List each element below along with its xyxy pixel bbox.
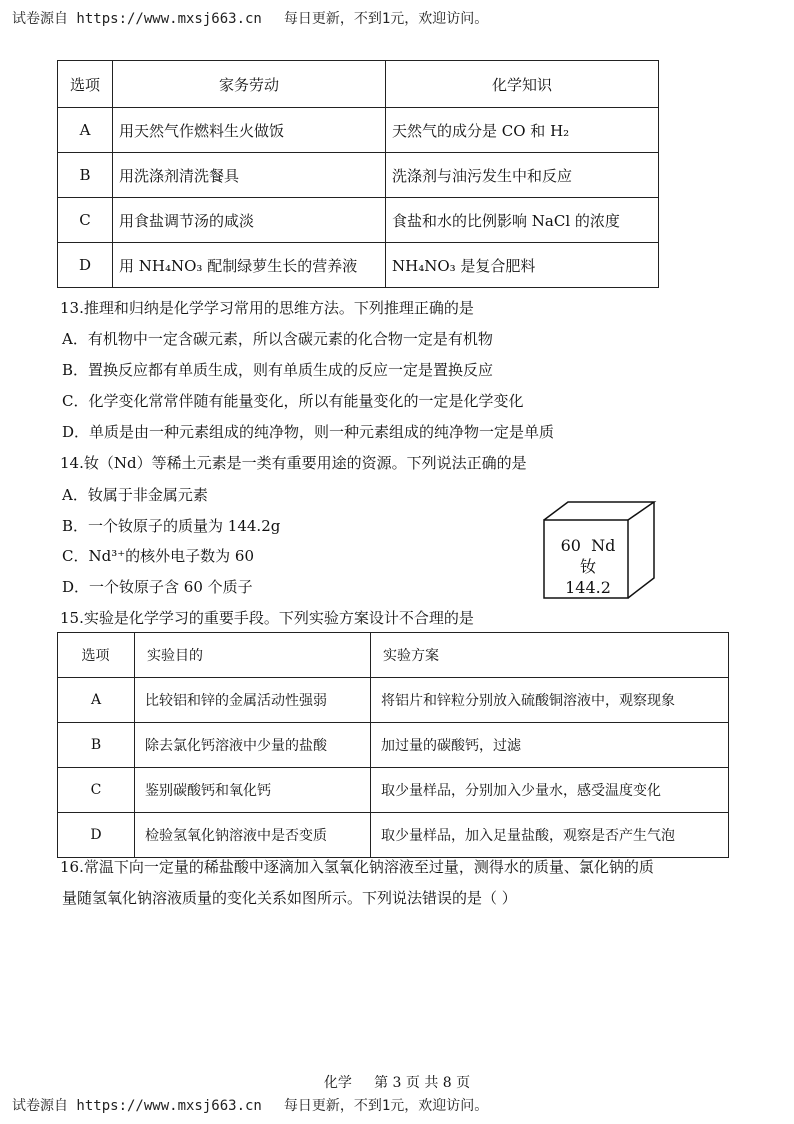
element-atomic-number: 60 [560,536,581,555]
watermark-site: 试卷源自 https://www.mxsj663.cn [12,11,262,27]
watermark-top [12,8,488,28]
table-cell-knowledge: NH₄NO₃ 是复合肥料 [386,243,659,288]
q14-option-b: B．一个钕原子的质量为 144.2g [62,517,281,535]
table-cell-knowledge: 洗涤剂与油污发生中和反应 [386,153,659,198]
q14-option-d: D．一个钕原子含 60 个质子 [62,578,253,596]
table-header-row [58,61,659,108]
q14-stem: 14.钕（Nd）等稀土元素是一类有重要用途的资源。下列说法正确的是 [60,454,527,472]
table-cell-option: A [58,678,135,723]
table-cell-knowledge: 食盐和水的比例影响 NaCl 的浓度 [386,198,659,243]
table-cell-aim: 检验氢氧化钠溶液中是否变质 [135,813,371,858]
table-cell-option: D [58,243,113,288]
table-cell-plan: 取少量样品，加入足量盐酸，观察是否产生气泡 [371,813,729,858]
table-cell-knowledge: 天然气的成分是 CO 和 H₂ [386,108,659,153]
table-experiment-plans [57,632,729,858]
table-cell-option: B [58,153,113,198]
table-cell-work: 用天然气作燃料生火做饭 [113,108,386,153]
table-household-chemistry [57,60,659,288]
footer-subject: 化学 [323,1075,352,1091]
table-header: 实验目的 [135,633,371,678]
q16-stem-line1: 16.常温下向一定量的稀盐酸中逐滴加入氢氧化钠溶液至过量，测得水的质量、氯化钠的质 [60,858,654,876]
element-card [553,535,623,598]
q16-stem-line2: 量随氢氧化钠溶液质量的变化关系如图所示。下列说法错误的是（ ） [62,889,517,907]
table-cell-aim: 比较铝和锌的金属活动性强弱 [135,678,371,723]
table-cell-plan: 取少量样品，分别加入少量水，感受温度变化 [371,768,729,813]
table-row [58,153,659,198]
table-cell-aim: 除去氯化钙溶液中少量的盐酸 [135,723,371,768]
table-row [58,243,659,288]
q13-option-d: D．单质是由一种元素组成的纯净物，则一种元素组成的纯净物一定是单质 [62,423,555,441]
table-row [58,198,659,243]
table-header: 选项 [58,633,135,678]
table-header: 家务劳动 [113,61,386,108]
table-cell-plan: 将铝片和锌粒分别放入硫酸铜溶液中，观察现象 [371,678,729,723]
table-cell-plan: 加过量的碳酸钙，过滤 [371,723,729,768]
q13-option-a: A．有机物中一定含碳元素，所以含碳元素的化合物一定是有机物 [62,330,493,348]
table-header-row [58,633,729,678]
q15-stem: 15.实验是化学学习的重要手段。下列实验方案设计不合理的是 [60,609,474,627]
q13-option-c: C．化学变化常常伴随有能量变化，所以有能量变化的一定是化学变化 [62,392,524,410]
table-header: 选项 [58,61,113,108]
footer-page-number: 第 3 页 共 8 页 [374,1075,471,1091]
table-row [58,108,659,153]
table-cell-option: B [58,723,135,768]
q14-option-a: A．钕属于非金属元素 [62,486,208,504]
element-name: 钕 [579,557,596,576]
table-header: 实验方案 [371,633,729,678]
table-cell-work: 用洗涤剂清洗餐具 [113,153,386,198]
table-cell-work: 用食盐调节汤的咸淡 [113,198,386,243]
element-number-symbol [553,535,623,556]
watermark-bottom [12,1095,488,1115]
table-row [58,813,729,858]
element-mass: 144.2 [565,578,611,597]
page-footer [0,1072,794,1092]
table-cell-option: C [58,198,113,243]
element-symbol: Nd [591,536,616,555]
watermark-slogan: 每日更新，不到1元，欢迎访问。 [283,1098,489,1114]
q14-option-c: C．Nd³⁺的核外电子数为 60 [62,547,254,565]
table-row [58,723,729,768]
table-row [58,768,729,813]
table-header: 化学知识 [386,61,659,108]
table-cell-option: D [58,813,135,858]
table-cell-aim: 鉴别碳酸钙和氧化钙 [135,768,371,813]
watermark-slogan: 每日更新，不到1元，欢迎访问。 [283,11,489,27]
q13-stem: 13.推理和归纳是化学学习常用的思维方法。下列推理正确的是 [60,299,474,317]
table-cell-option: A [58,108,113,153]
table-cell-option: C [58,768,135,813]
table-row [58,678,729,723]
q13-option-b: B．置换反应都有单质生成，则有单质生成的反应一定是置换反应 [62,361,494,379]
watermark-site: 试卷源自 https://www.mxsj663.cn [12,1098,262,1114]
table-cell-work: 用 NH₄NO₃ 配制绿萝生长的营养液 [113,243,386,288]
